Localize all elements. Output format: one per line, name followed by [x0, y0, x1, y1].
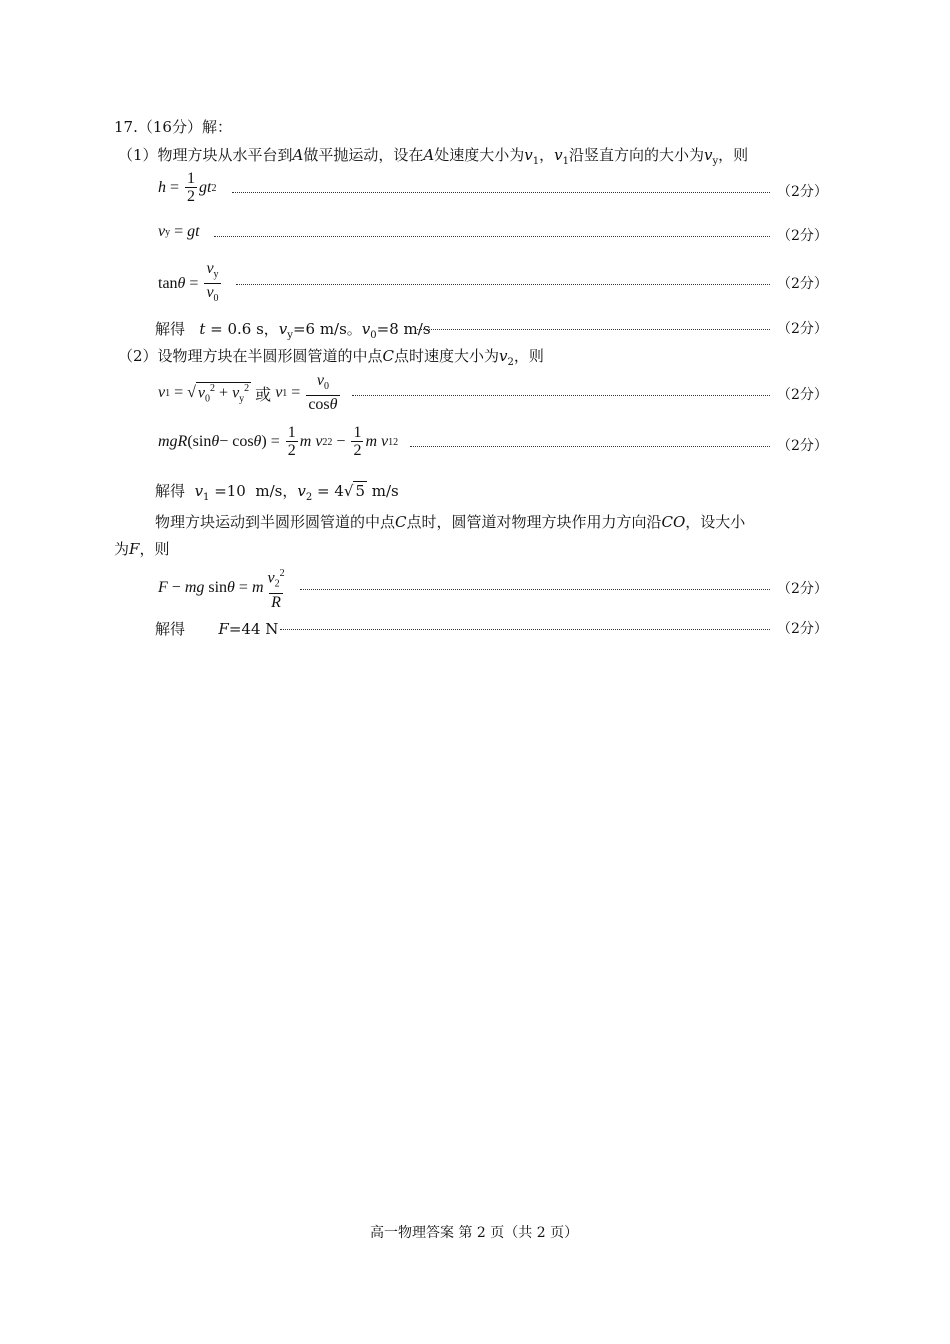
score-label: （2分）	[777, 387, 828, 403]
dot-leader	[410, 446, 770, 447]
result-2: 解得 $v_1 =10$ m/s，$v_2 = 4√$ 5 m/s	[155, 482, 399, 503]
score-label: （2分）	[777, 276, 828, 292]
score-label: （2分）	[777, 228, 828, 244]
problem-number: 17	[114, 118, 134, 136]
result-1: 解得 t = 0.6 s，$v_y=6$ m/s。$v_0=8$ m/s	[155, 320, 431, 341]
dot-leader	[236, 284, 770, 285]
equation-force: F − mg sin θ = m $\frac{v_2^2}{R}$	[158, 568, 285, 611]
dot-leader	[214, 236, 770, 237]
score-label: （2分）	[777, 438, 828, 454]
paragraph-line2: 为F，则	[114, 540, 170, 558]
page-footer: 高一物理答案 第 2 页（共 2 页）	[370, 1225, 579, 1241]
dot-leader	[300, 589, 770, 590]
equation-tan: tan θ = $\frac{v_y}{v_0}$	[158, 260, 223, 308]
score-label: （2分）	[777, 621, 828, 637]
dot-leader	[352, 395, 770, 396]
result-final: 解得 F=44 N	[155, 620, 279, 638]
score-label: （2分）	[777, 581, 828, 597]
paragraph-line1: 物理方块运动到半圆形圆管道的中点C点时，圆管道对物理方块作用力方向沿CO，设大小	[155, 513, 746, 531]
problem-points: （16分）	[137, 118, 202, 136]
equation-height: h = $\frac{1}{2}$ gt 2	[158, 170, 217, 205]
dot-leader	[232, 192, 770, 193]
problem-header: 17.（16分）解：	[114, 118, 232, 136]
part2-intro: （2）设物理方块在半圆形圆管道的中点C点时速度大小为$v_2$，则	[118, 347, 544, 368]
dot-leader	[415, 329, 770, 330]
equation-v1: v 1 = √ $v_0^2 + v_y^2$ 或 v 1 = $\frac{v_0}{\cos\theta}$	[158, 372, 338, 414]
part1-intro: （1）物理方块从水平台到A做平抛运动，设在A处速度大小为$v_1$，$v_1$沿竖直方向的大小为$v_y$，则	[118, 146, 749, 167]
dot-leader	[280, 629, 770, 630]
score-label: （2分）	[777, 184, 828, 200]
score-label: （2分）	[777, 321, 828, 337]
equation-vy: v y = gt	[158, 223, 200, 240]
equation-energy: mgR (sin θ − cos θ ) = $\frac{1}{2}$ m v 2 2 − $\frac{1}{2}$ m v 1 2	[158, 424, 399, 459]
problem-label: 解：	[201, 118, 232, 136]
